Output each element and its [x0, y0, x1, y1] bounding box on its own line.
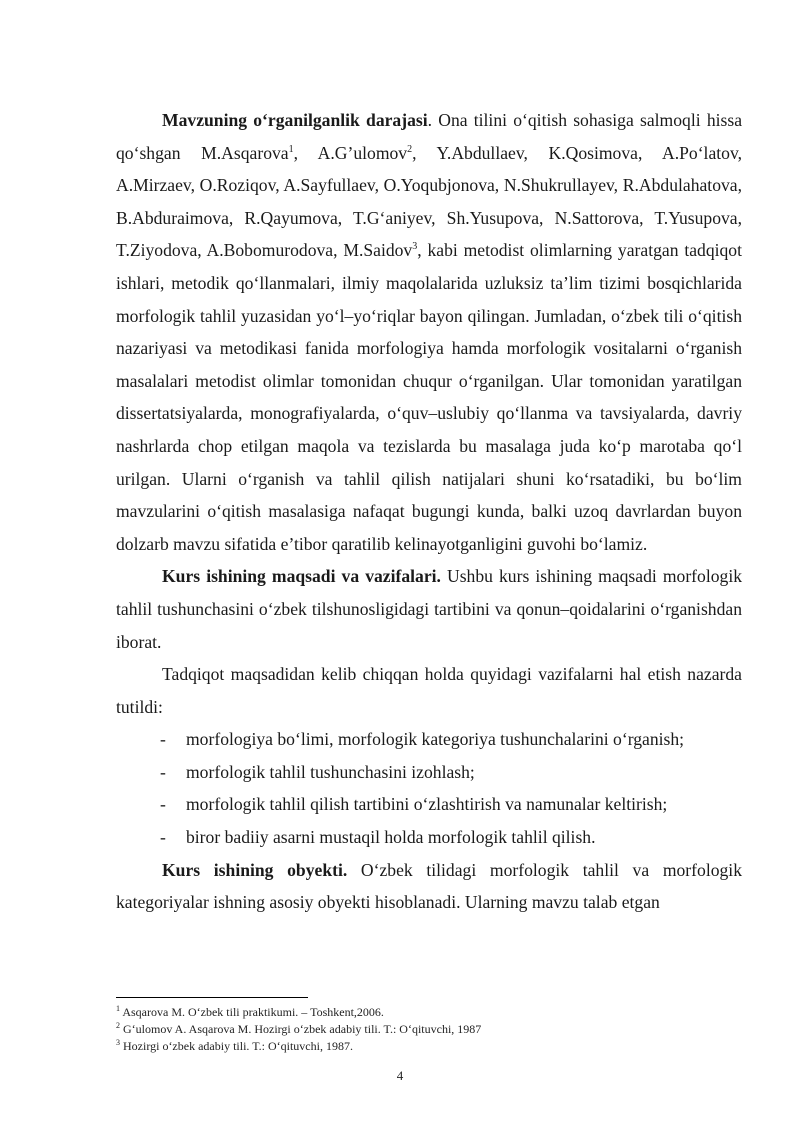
footnote-text: G‘ulomov A. Asqarova M. Hozirgi o‘zbek adabiy tili. T.: O‘qituvchi, 1987 [120, 1022, 482, 1036]
heading-period: . [427, 110, 433, 130]
body-text [116, 104, 742, 919]
list-item-text: morfologik tahlil qilish tartibini o‘zlashtirish va namunalar keltirish; [186, 794, 668, 815]
footnote-text: Hozirgi o‘zbek adabiy tili. T.: O‘qituvchi, 1987. [120, 1039, 353, 1053]
footnote-separator [116, 997, 308, 998]
heading-study-level: Mavzuning o‘rganilganlik darajasi [162, 110, 428, 130]
footnote-number: 2 [116, 1021, 120, 1030]
footnote [116, 1021, 742, 1038]
footnote-number: 3 [116, 1038, 120, 1047]
footnote-ref-2: 2 [407, 143, 413, 155]
footnote-text: Asqarova M. O‘zbek tili praktikumi. – Toshkent,2006. [120, 1005, 384, 1019]
tasks-list [116, 723, 742, 853]
list-item-text: morfologiya bo‘limi, morfologik kategoriya tushunchalarini o‘rganish; [186, 729, 685, 750]
heading-object: Kurs ishining obyekti. [162, 859, 348, 880]
list-dash: - [160, 827, 166, 848]
footnote-ref-1: 1 [288, 143, 294, 155]
list-dash: - [160, 761, 166, 782]
text-segment: , Y.Abdullaev, K.Qosimova, A.Po‘latov, A.Mirzaev, O.Roziqov, A.Sayfullaev, O.Yoqubjonova, N.Shukrullayev, R.Abdulahatova, B.Abduraimova, R.Qayumova, T.G‘aniyev, Sh.Yusupova, N.Sattorova, T.Yusupova, T.Ziyodova, A.Bobomurodova, M.Saidov [116, 142, 742, 261]
paragraph-goals [116, 560, 742, 658]
heading-goals: Kurs ishining maqsadi va vazifalari. [162, 566, 441, 587]
footnote [116, 1038, 742, 1055]
text-segment: Ushbu kurs ishining maqsadi morfologik tahlil tushunchasini o‘zbek tilshunosligidagi tartibini va qonun–qoidalarini o‘rganishdan iborat. [116, 566, 742, 652]
list-item [116, 756, 742, 789]
list-dash: - [160, 794, 166, 815]
page-number: 4 [396, 1068, 404, 1083]
footnote-ref-3: 3 [412, 241, 418, 253]
text-segment: , A.G’ulomov [293, 142, 408, 163]
list-item [116, 723, 742, 756]
list-item [116, 821, 742, 854]
list-dash: - [160, 729, 166, 750]
text-segment: O‘zbek tilidagi morfologik tahlil va morfologik kategoriyalar ishning asosiy obyekti hisoblanadi. Ularning mavzu talab etgan [116, 859, 742, 913]
footnote-number: 1 [116, 1004, 120, 1013]
paragraph-tasks-intro [116, 658, 742, 723]
list-item [116, 788, 742, 821]
list-item-text: biror badiiy asarni mustaqil holda morfologik tahlil qilish. [186, 827, 596, 848]
list-item-text: morfologik tahlil tushunchasini izohlash; [186, 761, 475, 782]
footnote [116, 1004, 742, 1021]
footnotes [116, 1004, 742, 1055]
text-segment: Ona tilini o‘qitish sohasiga salmoqli hissa qo‘shgan M.Asqarova [116, 110, 743, 163]
text-segment: Tadqiqot maqsadidan kelib chiqqan holda quyidagi vazifalarni hal etish nazarda tutildi: [116, 664, 742, 717]
paragraph-study-level [116, 104, 742, 560]
text-segment: , kabi metodist olimlarning yaratgan tadqiqot ishlari, metodik qo‘llanmalari, ilmiy maqolalarida uzluksiz ta’lim tizimi bosqichlarida morfologik tahlil yuzasidan yo‘l–yo‘riqlar bayon qilingan. Jumladan, o‘zbek tili o‘qitish nazariyasi va metodikasi fanida morfologiya hamda morfologik vositalarni o‘rganish masalalari metodist olimlar tomonidan chuqur o‘rganilgan. Ular tomonidan yaratilgan dissertatsiyalarda, monografiyalarda, o‘quv–uslubiy qo‘llanma va tavsiyalarda, davriy nashrlarda chop etilgan maqola va tezislarda bu masalaga juda ko‘p marotaba qo‘l urilgan. Ularni o‘rganish va tahlil qilish natijalari shuni ko‘rsatadiki, bu bo‘lim mavzularini o‘qitish masalasiga nafaqat bugungi kunda, balki uzoq davrlardan buyon dolzarb mavzu sifatida e’tibor qaratilib kelinayotganligini guvohi bo‘lamiz. [116, 240, 742, 554]
paragraph-object [116, 854, 742, 919]
